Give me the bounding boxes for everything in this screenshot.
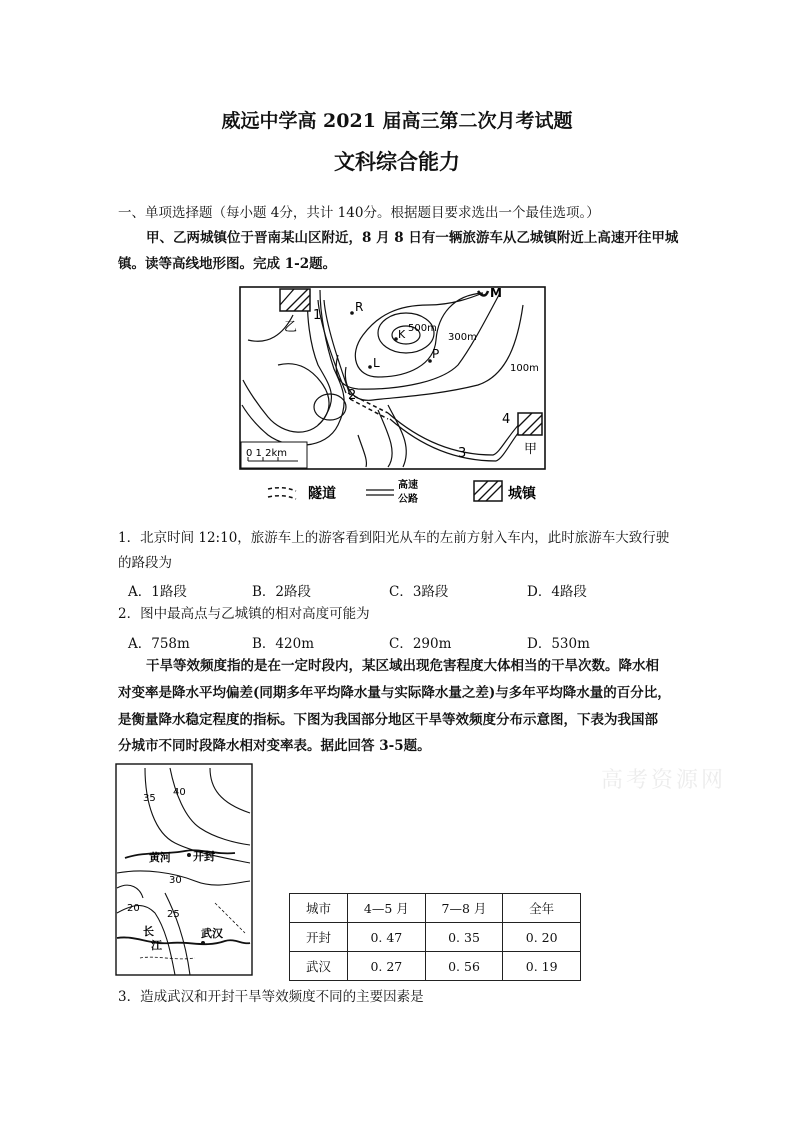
passage-line-3: 是衡量降水稳定程度的指标。下图为我国部分地区干旱等效频度分布示意图，下表为我国部 — [118, 712, 658, 728]
legend-highway-label-1: 高速 — [398, 480, 418, 491]
intro-line-2: 镇。读等高线地形图。完成 1-2题。 — [118, 256, 337, 272]
point-k-label: K — [398, 328, 406, 341]
question-1-option-b: B．2路段 — [252, 584, 312, 600]
point-l-label: L — [373, 356, 380, 370]
passage-line-4: 分城市不同时段降水相对变率表。据此回答 3-5题。 — [118, 738, 431, 754]
table-cell: 0. 27 — [348, 952, 426, 981]
question-2-option-b: B．420m — [252, 636, 314, 652]
table-header-cell: 城市 — [290, 894, 348, 923]
table-cell: 0. 35 — [425, 923, 503, 952]
table-row — [290, 952, 581, 981]
passage-line-2: 对变率是降水平均偏差(同期多年平均降水量与实际降水量之差)与多年平均降水量的百分比， — [118, 685, 671, 701]
table-cell: 开封 — [290, 923, 348, 952]
intro-line-1: 甲、乙两城镇位于晋南某山区附近，8 月 8 日有一辆旅游车从乙城镇附近上高速开往甲城 — [146, 230, 679, 246]
town-jia-label: 甲 — [524, 442, 538, 457]
point-r-label: R — [355, 300, 364, 314]
legend-town-label: 城镇 — [508, 486, 536, 502]
question-2-stem: 2．图中最高点与乙城镇的相对高度可能为 — [118, 606, 370, 622]
page-subtitle: 文科综合能力 — [334, 149, 460, 174]
passage-line-1: 干旱等效频度指的是在一定时段内，某区域出现危害程度大体相当的干旱次数。降水相 — [146, 658, 659, 674]
road-1-label: 1 — [313, 308, 322, 323]
legend-tunnel-symbol — [268, 488, 296, 491]
question-1-option-a: A．1路段 — [128, 584, 187, 600]
table-header-cell: 7—8 月 — [425, 894, 503, 923]
question-1-stem-line-2: 的路段为 — [118, 555, 172, 571]
contour-300-label: 300m — [448, 332, 477, 343]
section-heading: 一、单项选择题（每小题 4分，共计 140分。根据题目要求选出一个最佳选项。） — [118, 205, 600, 221]
contour-map-figure — [238, 285, 548, 510]
table-row — [290, 923, 581, 952]
isoline-30-label: 30 — [169, 875, 182, 886]
isoline-40-label: 40 — [173, 787, 186, 798]
isoline-25-label: 25 — [167, 909, 180, 920]
legend-highway-label-2: 公路 — [398, 494, 418, 505]
watermark: 高考资源网 — [601, 768, 727, 793]
contour-map — [238, 285, 548, 510]
isoline-20-label: 20 — [127, 903, 140, 914]
table-cell: 0. 56 — [425, 952, 503, 981]
drought-frequency-map — [115, 763, 255, 977]
question-1-option-c: C．3路段 — [389, 584, 449, 600]
contour-500-label: 500m — [408, 323, 437, 334]
precipitation-variability-table — [289, 893, 581, 981]
town-yi-label: 乙 — [284, 320, 298, 335]
point-m-label: M — [490, 286, 502, 300]
huanghe-label: 黄河 — [149, 851, 171, 864]
question-2-option-a: A．758m — [128, 636, 190, 652]
kaifeng-label: 开封 — [193, 850, 215, 863]
question-3-stem: 3．造成武汉和开封干旱等效频度不同的主要因素是 — [118, 989, 424, 1005]
page-title: 威远中学高 2021 届高三第二次月考试题 — [221, 110, 573, 132]
table-cell: 武汉 — [290, 952, 348, 981]
table-cell: 0. 19 — [503, 952, 581, 981]
table-cell: 0. 20 — [503, 923, 581, 952]
changjiang-label-1: 长 — [143, 925, 154, 938]
question-1-option-d: D．4路段 — [527, 584, 587, 600]
table-cell: 0. 47 — [348, 923, 426, 952]
changjiang-label-2: 江 — [151, 939, 162, 952]
contour-100-label: 100m — [510, 363, 539, 374]
scale-bar-label: 0 1 2km — [246, 448, 287, 459]
point-p-label: P — [432, 347, 440, 361]
question-2-option-d: D．530m — [527, 636, 590, 652]
wuhan-label: 武汉 — [201, 927, 223, 940]
isoline-35-label: 35 — [143, 793, 156, 804]
table-header-cell: 全年 — [503, 894, 581, 923]
road-3-label: 3 — [458, 446, 467, 461]
question-1-stem-line-1: 1．北京时间 12:10，旅游车上的游客看到阳光从车的左前方射入车内，此时旅游车大致行驶 — [118, 530, 670, 546]
drought-frequency-map-figure — [115, 763, 255, 977]
road-2-label: 2 — [348, 388, 357, 403]
question-2-option-c: C．290m — [389, 636, 452, 652]
legend-tunnel-label: 隧道 — [308, 486, 336, 502]
table-header-cell: 4—5 月 — [348, 894, 426, 923]
road-4-label: 4 — [502, 412, 511, 427]
table-header-row — [290, 894, 581, 923]
